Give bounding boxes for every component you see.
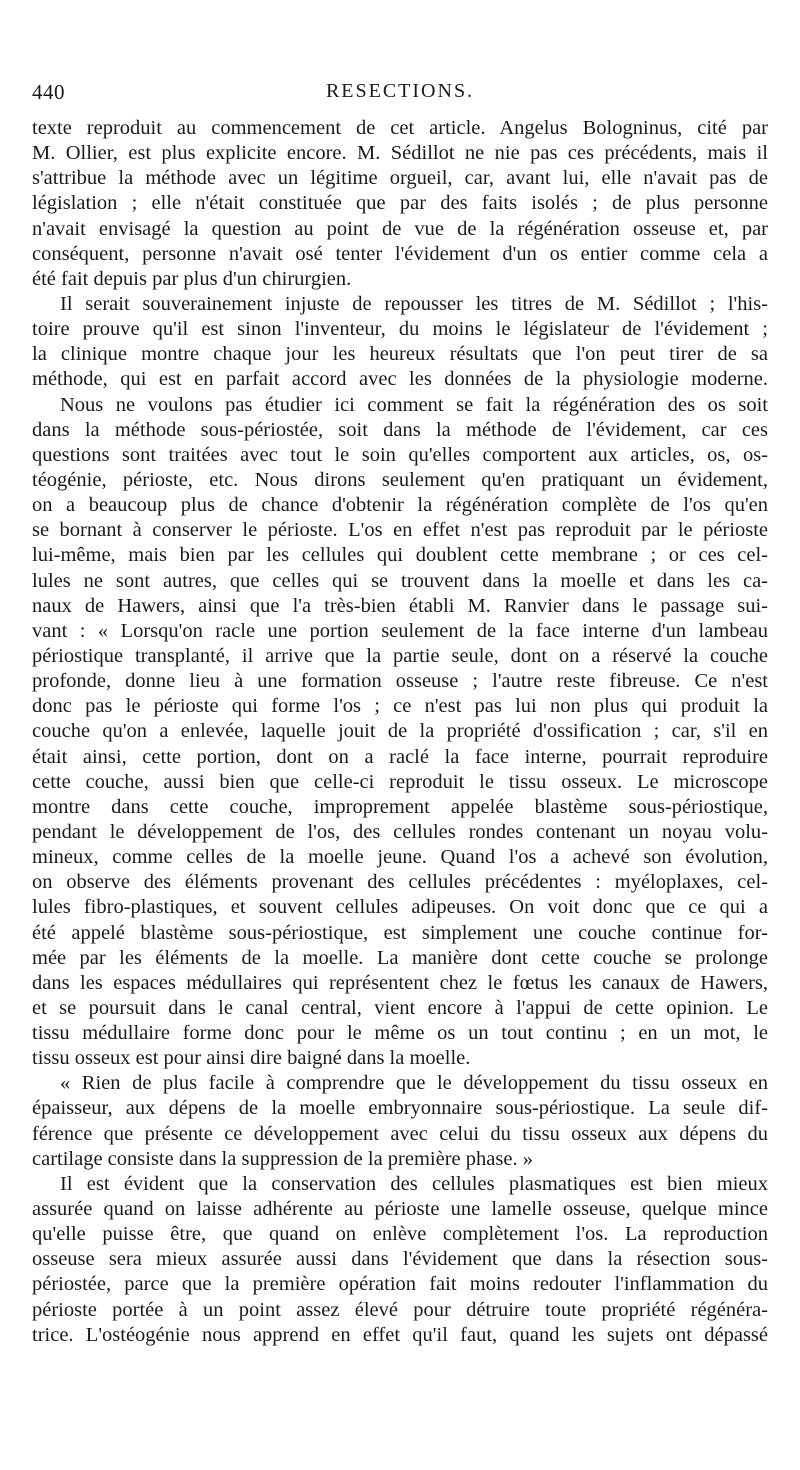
text-line: naux de Hawers, ainsi que l'a très-bien établi M. Ranvier dans le passage sui-	[32, 594, 768, 617]
text-line: assurée quand on laisse adhérente au périoste une lamelle osseuse, quelque mince	[32, 1198, 768, 1221]
text-line: férence que présente ce développement avec celui du tissu osseux aux dépens du	[32, 1122, 768, 1145]
text-line: « Rien de plus facile à comprendre que le développement du tissu osseux en	[60, 1072, 768, 1095]
text-line: été fait depuis par plus d'un chirurgien.	[32, 267, 352, 290]
text-line: trice. L'ostéogénie nous apprend en effet qu'il faut, quand les sujets ont dépassé	[32, 1323, 768, 1346]
text-line: la clinique montre chaque jour les heureux résultats que l'on peut tirer de sa	[32, 343, 768, 366]
text-line: lules fibro-plastiques, et souvent cellules adipeuses. On voit donc que ce qui a	[32, 896, 768, 919]
text-line: donc pas le périoste qui forme l'os ; ce n'est pas lui non plus qui produit la	[32, 695, 768, 718]
text-line: toire prouve qu'il est sinon l'inventeur, du moins le législateur de l'évidement ;	[32, 318, 768, 341]
text-line: se bornant à conserver le périoste. L'os en effet n'est pas reproduit par le périoste	[32, 519, 768, 542]
text-line: M. Ollier, est plus explicite encore. M. Sédillot ne nie pas ces précédents, mais il	[32, 142, 768, 165]
text-line: profonde, donne lieu à une formation osseuse ; l'autre reste fibreuse. Ce n'est	[32, 670, 768, 693]
text-line: texte reproduit au commencement de cet article. Angelus Bologninus, cité par	[32, 117, 768, 139]
text-line: cartilage consiste dans la suppression de la première phase. »	[32, 1147, 533, 1170]
text-line: on a beaucoup plus de chance d'obtenir la régénération complète de l'os qu'en	[32, 494, 768, 517]
text-line: lui-même, mais bien par les cellules qui doublent cette membrane ; or ces cel-	[32, 544, 768, 567]
text-line: tissu osseux est pour ainsi dire baigné dans la moelle.	[32, 1047, 471, 1070]
text-line: vant : « Lorsqu'on racle une portion seulement de la face interne d'un lambeau	[32, 619, 768, 642]
text-line: tissu médullaire forme donc pour le même os un tout continu ; en un mot, le	[32, 1022, 768, 1045]
text-line: Nous ne voulons pas étudier ici comment se fait la régénération des os soit	[60, 393, 768, 416]
text-line: législation ; elle n'était constituée que par des faits isolés ; de plus personne	[32, 192, 768, 215]
text-line: épaisseur, aux dépens de la moelle embryonnaire sous-périostique. La seule dif-	[32, 1097, 768, 1120]
text-line: Il serait souverainement injuste de repousser les titres de M. Sédillot ; l'his-	[60, 292, 768, 315]
text-line: mineux, comme celles de la moelle jeune. Quand l'os a achevé son évolution,	[32, 846, 768, 869]
text-line: qu'elle puisse être, que quand on enlève complètement l'os. La reproduction	[32, 1223, 768, 1246]
page-header	[32, 80, 768, 116]
text-line: cette couche, aussi bien que celle-ci reproduit le tissu osseux. Le microscope	[32, 770, 768, 793]
running-title: RESECTIONS.	[325, 80, 475, 102]
text-line: périoste portée à un point assez élevé pour détruire toute propriété régénéra-	[32, 1298, 768, 1321]
page-number: 440	[32, 80, 65, 104]
text-line: lules ne sont autres, que celles qui se trouvent dans la moelle et dans les ca-	[32, 569, 768, 592]
text-line: mée par les éléments de la moelle. La manière dont cette couche se prolonge	[32, 946, 768, 969]
text-line: été appelé blastème sous-périostique, est simplement une couche continue for-	[32, 921, 768, 944]
text-line: périostique transplanté, il arrive que la partie seule, dont on a réservé la couche	[32, 644, 768, 667]
text-line: on observe des éléments provenant des cellules précédentes : myéloplaxes, cel-	[32, 871, 768, 894]
text-line: n'avait envisagé la question au point de vue de la régénération osseuse et, par	[32, 217, 768, 240]
text-line: pendant le développement de l'os, des cellules rondes contenant un noyau volu-	[32, 820, 768, 843]
text-line: Il est évident que la conservation des cellules plasmatiques est bien mieux	[60, 1172, 768, 1195]
text-line: était ainsi, cette portion, dont on a raclé la face interne, pourrait reproduire	[32, 745, 768, 768]
text-line: s'attribue la méthode avec un légitime orgueil, car, avant lui, elle n'avait pas de	[32, 167, 768, 190]
text-line: osseuse sera mieux assurée aussi dans l'évidement que dans la résection sous-	[32, 1248, 768, 1271]
text-line: conséquent, personne n'avait osé tenter l'évidement d'un os entier comme cela a	[32, 242, 768, 265]
body-text	[32, 116, 768, 1348]
text-line: dans les espaces médullaires qui représentent chez le fœtus les canaux de Hawers,	[32, 971, 768, 994]
text-line: couche qu'on a enlevée, laquelle jouit de la propriété d'ossification ; car, s'il en	[32, 720, 768, 743]
text-line: montre dans cette couche, improprement appelée blastème sous-périostique,	[32, 795, 768, 818]
text-line: questions sont traitées avec tout le soin qu'elles comportent aux articles, os, os-	[32, 443, 768, 466]
text-line: et se poursuit dans le canal central, vient encore à l'appui de cette opinion. Le	[32, 996, 768, 1019]
text-line: dans la méthode sous-périostée, soit dans la méthode de l'évidement, car ces	[32, 418, 768, 441]
text-line: téogénie, périoste, etc. Nous dirons seulement qu'en pratiquant un évidement,	[32, 468, 768, 491]
text-line: périostée, parce que la première opération fait moins redouter l'inflammation du	[32, 1273, 768, 1296]
text-line: méthode, qui est en parfait accord avec les données de la physiologie moderne.	[32, 368, 768, 391]
